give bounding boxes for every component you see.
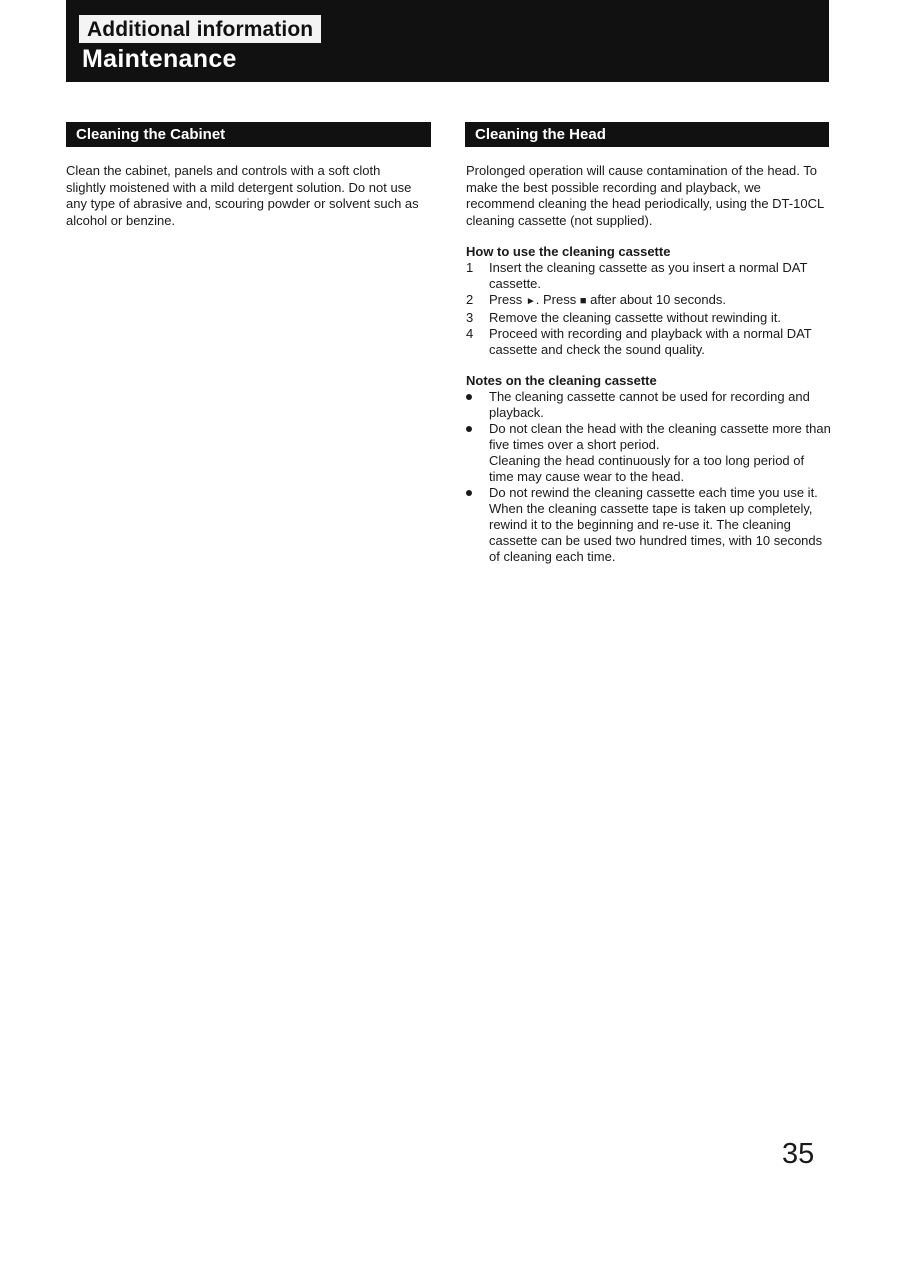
stop-icon: ■ [579, 295, 587, 307]
bullet-icon [466, 394, 472, 400]
step-text: Remove the cleaning cassette without rewinding it. [489, 310, 781, 325]
note-text: Do not clean the head with the cleaning cassette more than five times over a short period. [489, 421, 831, 452]
howto-heading: How to use the cleaning cassette [466, 244, 671, 259]
section-label: Additional information [79, 15, 321, 43]
list-item [466, 485, 831, 565]
list-item [466, 310, 831, 326]
notes-list [466, 389, 831, 565]
head-heading: Cleaning the Head [465, 122, 829, 147]
list-item [466, 292, 831, 310]
cabinet-body: Clean the cabinet, panels and controls with a soft cloth slightly moistened with a mild detergent solution. Do not use any type of abrasive and, scouring powder or solvent such as alcohol or benzine. [66, 163, 419, 228]
page-title: Maintenance [82, 45, 237, 73]
cabinet-heading: Cleaning the Cabinet [66, 122, 431, 147]
step-text: Insert the cleaning cassette as you insert a normal DAT cassette. [489, 260, 808, 291]
step-number: 1 [466, 260, 474, 275]
howto-steps [466, 260, 831, 358]
play-icon: ► [525, 296, 536, 307]
list-item [466, 326, 831, 358]
note-text: Do not rewind the cleaning cassette each time you use it. When the cleaning cassette tape is taken up completely, rewind it to the beginning and re-use it. The cleaning cassette can be used two hundred times, with 10 seconds of cleaning each time. [489, 485, 823, 564]
step-text: Proceed with recording and playback with a normal DAT cassette and check the sound quality. [489, 326, 812, 357]
step-number: 2 [466, 292, 474, 307]
step-text-pre: Press [489, 292, 526, 307]
step-number: 4 [466, 326, 474, 341]
notes-heading: Notes on the cleaning cassette [466, 373, 657, 388]
step-number: 3 [466, 310, 474, 325]
head-intro: Prolonged operation will cause contamination of the head. To make the best possible recording and playback, we recommend cleaning the head periodically, using the DT-10CL cleaning cassette (not supplied). [466, 163, 824, 228]
step-text-post: after about 10 seconds. [586, 292, 726, 307]
note-text: The cleaning cassette cannot be used for recording and playback. [489, 389, 810, 420]
note-text: Cleaning the head continuously for a too long period of time may cause wear to the head. [489, 453, 805, 484]
bullet-icon [466, 426, 472, 432]
list-item [466, 421, 831, 485]
step-text-mid: . Press [535, 292, 580, 307]
list-item [466, 260, 831, 292]
bullet-icon [466, 490, 472, 496]
page-number: 35 [782, 1138, 815, 1170]
list-item [466, 389, 831, 421]
